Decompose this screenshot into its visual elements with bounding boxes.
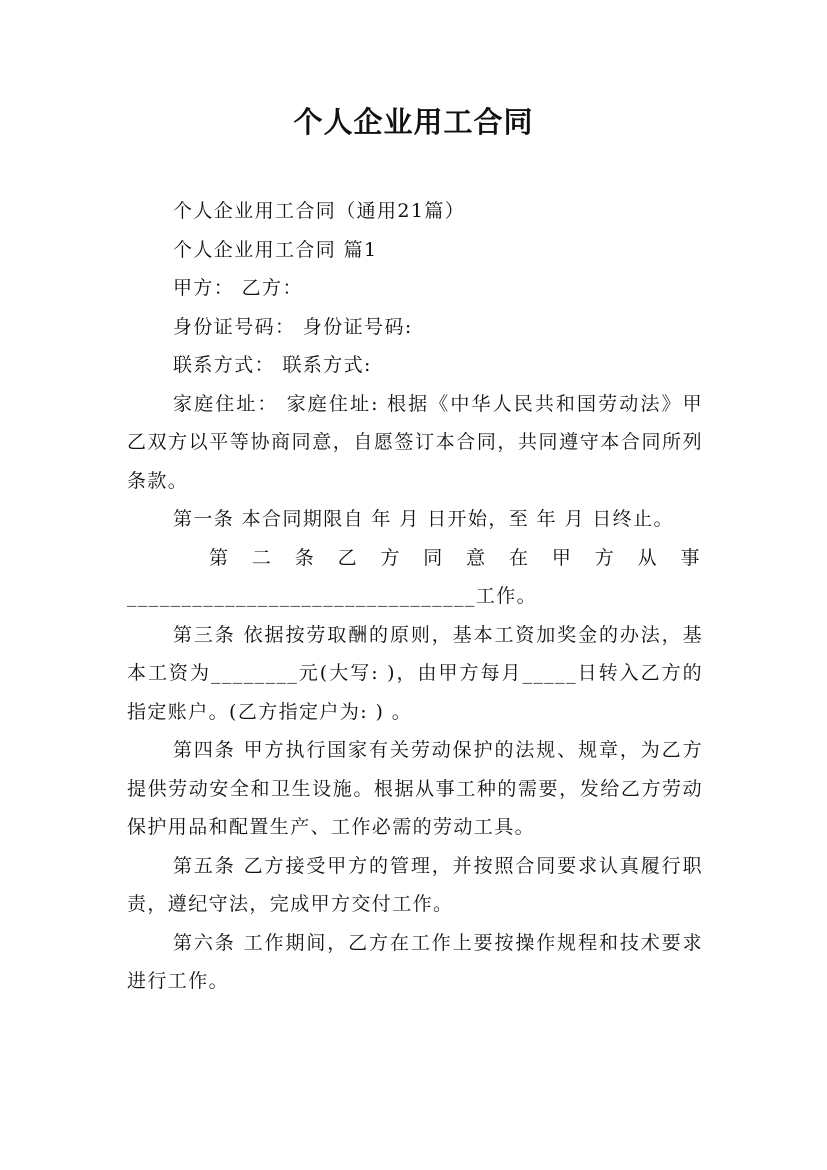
article-two-char: 方: [380, 546, 401, 569]
paragraph-article-five: 第五条 乙方接受甲方的管理，并按照合同要求认真履行职责，遵纪守法，完成甲方交付工作。: [127, 854, 703, 915]
article-two-char: 第: [209, 546, 230, 569]
article-two-head: [127, 539, 703, 578]
article-two-char: 事: [680, 546, 701, 569]
article-two-char: 意: [466, 546, 487, 569]
article-two-char: 条: [294, 546, 316, 569]
article-two-char: 甲: [551, 546, 573, 569]
article-two-char: 从: [637, 546, 658, 569]
paragraph-article-three: 第三条 依据按劳取酬的原则，基本工资加奖金的办法，基本工资为________元(大写: )，由甲方每月_____日转入乙方的指定账户。(乙方指定户为: ) 。: [127, 623, 703, 723]
article-two-char: 二: [251, 546, 273, 569]
document-body: [127, 192, 703, 1001]
article-two-char: 方: [594, 546, 616, 569]
paragraph-id-numbers: 身份证号码： 身份证号码:: [173, 315, 413, 338]
paragraph-article-six: 第六条 工作期间，乙方在工作上要按操作规程和技术要求进行工作。: [127, 931, 703, 992]
paragraph-address-preamble: 家庭住址： 家庭住址: 根据《中华人民共和国劳动法》甲乙双方以平等协商同意，自愿签订本合同，共同遵守本合同所列条款。: [127, 392, 703, 492]
paragraph-article-four: 第四条 甲方执行国家有关劳动保护的法规、规章，为乙方提供劳动安全和卫生设施。根据从事工种的需要，发给乙方劳动保护用品和配置生产、工作必需的劳动工具。: [127, 739, 703, 838]
paragraph-section-heading: 个人企业用工合同 篇1: [173, 238, 378, 261]
paragraph-subtitle: 个人企业用工合同（通用21篇）: [173, 200, 466, 222]
article-two-char: 同: [423, 546, 444, 569]
paragraph-contact: 联系方式： 联系方式:: [173, 354, 372, 376]
paragraph-article-two: [127, 539, 703, 616]
document-title: 个人企业用工合同: [293, 105, 534, 139]
paragraph-article-one: 第一条 本合同期限自 年 月 日开始，至 年 月 日终止。: [173, 508, 674, 530]
article-two-char: 乙: [337, 546, 358, 569]
article-two-char: 在: [509, 546, 530, 569]
paragraph-parties: 甲方： 乙方：: [173, 277, 303, 299]
article-two-tail: ________________________________工作。: [127, 585, 537, 607]
